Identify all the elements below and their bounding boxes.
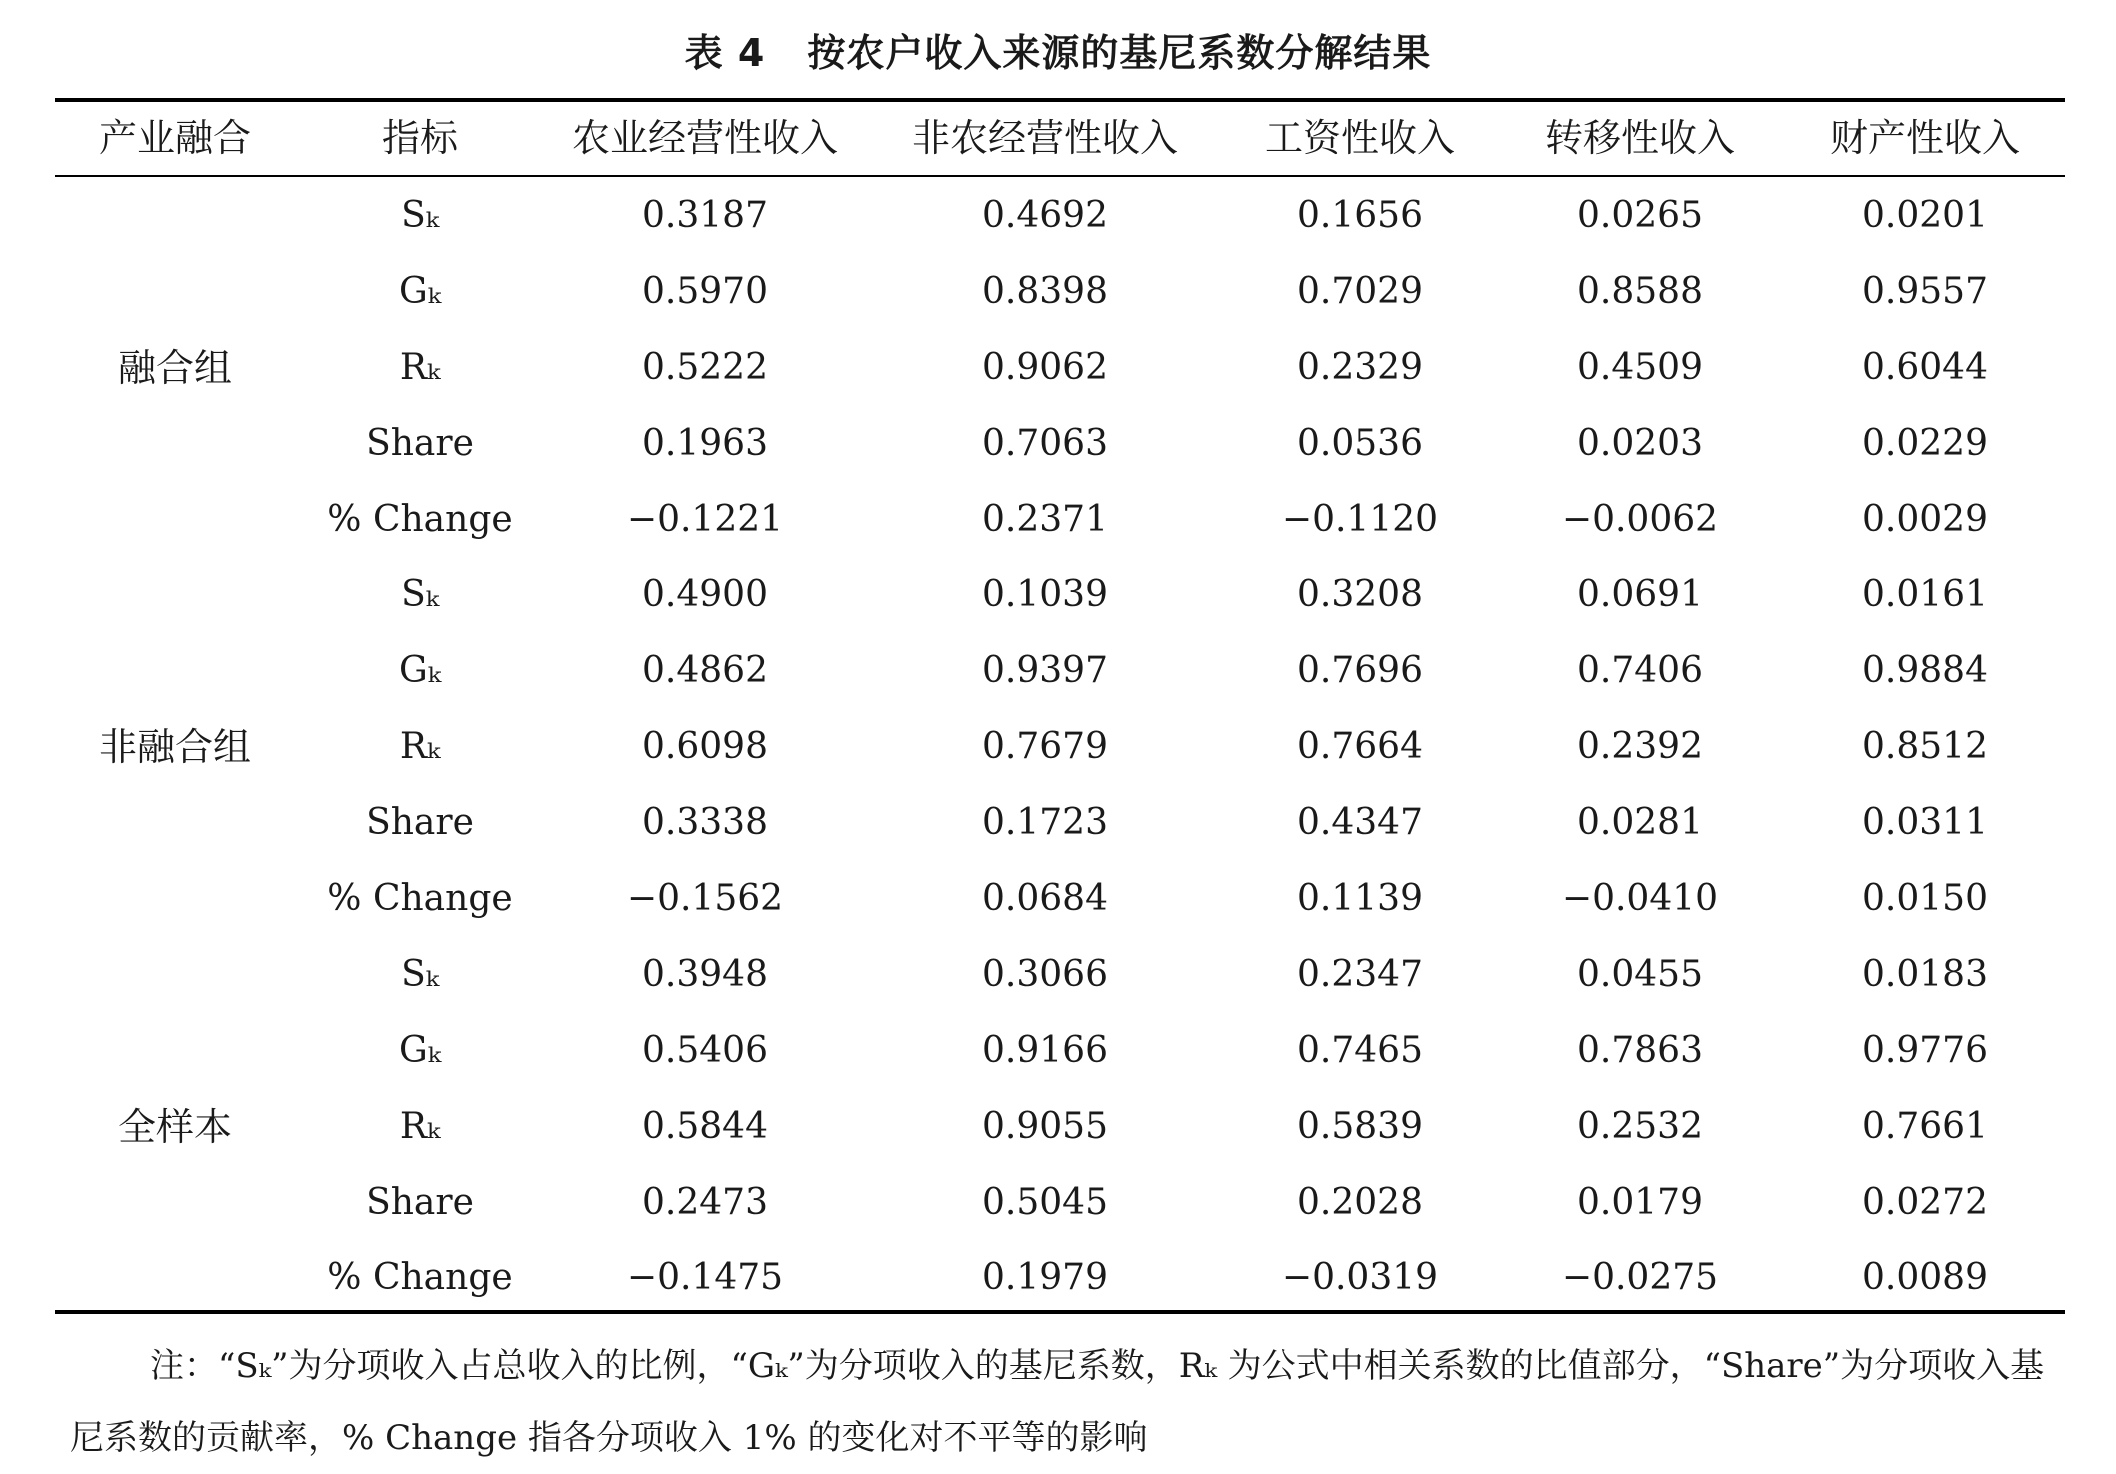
header-industry-integration: 产业融合 xyxy=(98,116,251,160)
bottom-rule xyxy=(55,1310,2065,1314)
table-row xyxy=(0,709,2116,785)
value-cell: 0.8512 xyxy=(1862,726,1988,768)
value-cell: 0.7679 xyxy=(982,726,1108,768)
indicator-cell: Gₖ xyxy=(399,1029,441,1071)
indicator-cell: % Change xyxy=(327,498,513,540)
table-row xyxy=(0,330,2116,406)
value-cell: −0.0410 xyxy=(1561,878,1719,920)
table-row xyxy=(0,937,2116,1013)
value-cell: −0.0319 xyxy=(1281,1257,1439,1299)
value-cell: 0.8588 xyxy=(1577,270,1703,312)
value-cell: 0.5970 xyxy=(642,270,768,312)
header-indicator: 指标 xyxy=(381,116,458,160)
value-cell: 0.7063 xyxy=(982,422,1108,464)
value-cell: 0.4347 xyxy=(1297,802,1423,844)
value-cell: 0.9557 xyxy=(1862,270,1988,312)
header-agri-income: 农业经营性收入 xyxy=(571,116,838,160)
table-row xyxy=(0,406,2116,482)
value-cell: 0.1139 xyxy=(1297,878,1423,920)
value-cell: 0.0272 xyxy=(1862,1181,1988,1223)
value-cell: 0.8398 xyxy=(982,270,1108,312)
table-row xyxy=(0,633,2116,709)
table-row xyxy=(0,861,2116,937)
header-nonagri-income: 非农经营性收入 xyxy=(911,116,1178,160)
value-cell: 0.2473 xyxy=(642,1181,768,1223)
value-cell: 0.7664 xyxy=(1297,726,1423,768)
value-cell: 0.9884 xyxy=(1862,650,1988,692)
value-cell: 0.0203 xyxy=(1577,422,1703,464)
value-cell: 0.0281 xyxy=(1577,802,1703,844)
header-transfer-income: 转移性收入 xyxy=(1544,116,1735,160)
value-cell: 0.5045 xyxy=(982,1181,1108,1223)
value-cell: 0.0029 xyxy=(1862,498,1988,540)
value-cell: 0.2532 xyxy=(1577,1105,1703,1147)
indicator-cell: Share xyxy=(366,422,474,464)
value-cell: 0.7406 xyxy=(1577,650,1703,692)
value-cell: 0.7029 xyxy=(1297,270,1423,312)
value-cell: 0.6098 xyxy=(642,726,768,768)
indicator-cell: Sₖ xyxy=(401,195,439,236)
table-row xyxy=(0,178,2116,254)
value-cell: 0.3338 xyxy=(642,802,768,844)
table-row xyxy=(0,557,2116,633)
value-cell: 0.0179 xyxy=(1577,1181,1703,1223)
value-cell: 0.0691 xyxy=(1577,574,1703,616)
value-cell: 0.6044 xyxy=(1862,346,1988,388)
table-row xyxy=(0,482,2116,558)
value-cell: 0.1039 xyxy=(982,574,1108,616)
table-note: 注：“Sₖ”为分项收入占总收入的比例，“Gₖ”为分项收入的基尼系数，Rₖ 为公式中相关系数的比值部分，“Share”为分项收入基尼系数的贡献率，% Change 指各分项收入 1% 的变化对不平等的影响 xyxy=(70,1346,2045,1458)
value-cell: 0.2329 xyxy=(1297,346,1423,388)
top-rule xyxy=(55,98,2065,102)
indicator-cell: Share xyxy=(366,802,474,844)
table-title xyxy=(0,22,2116,77)
value-cell: 0.2392 xyxy=(1577,726,1703,768)
indicator-cell: % Change xyxy=(327,1257,513,1299)
value-cell: 0.4900 xyxy=(642,574,768,616)
value-cell: 0.1979 xyxy=(982,1257,1108,1299)
indicator-cell: % Change xyxy=(327,878,513,920)
value-cell: 0.0265 xyxy=(1577,195,1703,236)
table-caption: 按农户收入来源的基尼系数分解结果 xyxy=(807,31,1432,75)
value-cell: 0.5839 xyxy=(1297,1105,1423,1147)
value-cell: 0.3187 xyxy=(642,195,768,236)
value-cell: 0.0536 xyxy=(1297,422,1423,464)
header-property-income: 财产性收入 xyxy=(1829,116,2020,160)
indicator-cell: Rₖ xyxy=(399,346,441,388)
table-row xyxy=(0,1013,2116,1089)
value-cell: 0.9397 xyxy=(982,650,1108,692)
value-cell: 0.4509 xyxy=(1577,346,1703,388)
indicator-cell: Gₖ xyxy=(399,650,441,692)
value-cell: 0.5844 xyxy=(642,1105,768,1147)
table-row xyxy=(0,1240,2116,1316)
table-body xyxy=(0,178,2116,1316)
group-label: 融合组 xyxy=(117,345,232,390)
indicator-cell: Sₖ xyxy=(401,953,439,995)
group-label: 全样本 xyxy=(117,1104,232,1149)
value-cell: 0.3066 xyxy=(982,953,1108,995)
value-cell: 0.5406 xyxy=(642,1029,768,1071)
indicator-cell: Gₖ xyxy=(399,270,441,312)
value-cell: 0.0089 xyxy=(1862,1257,1988,1299)
header-wage-income: 工资性收入 xyxy=(1264,116,1455,160)
value-cell: 0.2028 xyxy=(1297,1181,1423,1223)
value-cell: 0.9166 xyxy=(982,1029,1108,1071)
table-number: 表 4 xyxy=(684,31,766,75)
value-cell: 0.7696 xyxy=(1297,650,1423,692)
value-cell: 0.9776 xyxy=(1862,1029,1988,1071)
value-cell: 0.0150 xyxy=(1862,878,1988,920)
value-cell: 0.7863 xyxy=(1577,1029,1703,1071)
indicator-cell: Share xyxy=(366,1181,474,1223)
value-cell: 0.0455 xyxy=(1577,953,1703,995)
value-cell: 0.0183 xyxy=(1862,953,1988,995)
value-cell: 0.3208 xyxy=(1297,574,1423,616)
group-label: 非融合组 xyxy=(98,725,251,770)
value-cell: 0.7465 xyxy=(1297,1029,1423,1071)
value-cell: 0.2371 xyxy=(982,498,1108,540)
value-cell: 0.1723 xyxy=(982,802,1108,844)
indicator-cell: Sₖ xyxy=(401,574,439,616)
value-cell: 0.9055 xyxy=(982,1105,1108,1147)
value-cell: −0.0275 xyxy=(1561,1257,1719,1299)
indicator-cell: Rₖ xyxy=(399,1105,441,1147)
table-row xyxy=(0,1165,2116,1241)
value-cell: 0.9062 xyxy=(982,346,1108,388)
table-row xyxy=(0,785,2116,861)
value-cell: 0.1963 xyxy=(642,422,768,464)
value-cell: −0.1120 xyxy=(1281,498,1439,540)
value-cell: −0.1221 xyxy=(626,498,784,540)
value-cell: −0.1475 xyxy=(626,1257,784,1299)
header-rule xyxy=(55,175,2065,177)
value-cell: −0.0062 xyxy=(1561,498,1719,540)
value-cell: 0.0161 xyxy=(1862,574,1988,616)
value-cell: 0.3948 xyxy=(642,953,768,995)
indicator-cell: Rₖ xyxy=(399,726,441,768)
value-cell: 0.4692 xyxy=(982,195,1108,236)
value-cell: 0.0684 xyxy=(982,878,1108,920)
value-cell: 0.1656 xyxy=(1297,195,1423,236)
value-cell: 0.0201 xyxy=(1862,195,1988,236)
value-cell: 0.2347 xyxy=(1297,953,1423,995)
value-cell: 0.4862 xyxy=(642,650,768,692)
value-cell: 0.5222 xyxy=(642,346,768,388)
value-cell: 0.7661 xyxy=(1862,1105,1988,1147)
table-row xyxy=(0,254,2116,330)
table-row xyxy=(0,1089,2116,1165)
value-cell: 0.0229 xyxy=(1862,422,1988,464)
value-cell: −0.1562 xyxy=(626,878,784,920)
value-cell: 0.0311 xyxy=(1862,802,1988,844)
